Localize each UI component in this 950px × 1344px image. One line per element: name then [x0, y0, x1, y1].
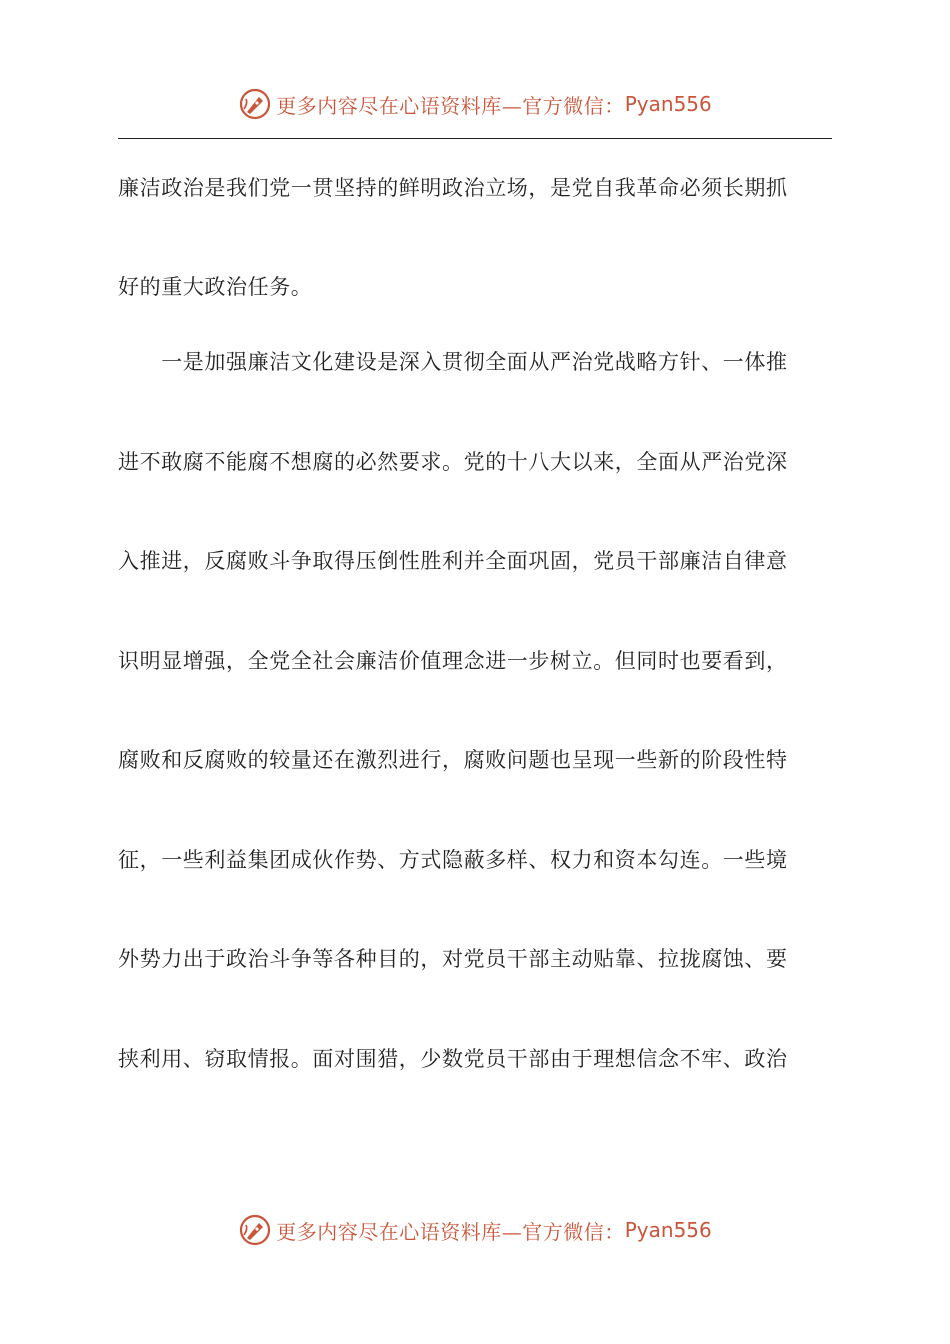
header-banner: [0, 84, 950, 124]
body-line-7: 腐败和反腐败的较量还在激烈进行，腐败问题也呈现一些新的阶段性特: [118, 748, 788, 772]
footer-text: 更多内容尽在心语资料库—官方微信：: [276, 1219, 625, 1244]
body-line-3: 一是加强廉洁文化建设是深入贯彻全面从严治党战略方针、一体推: [118, 350, 788, 374]
body-line-1: 廉洁政治是我们党一贯坚持的鲜明政治立场，是党自我革命必须长期抓: [118, 176, 788, 200]
body-line-5: 入推进，反腐败斗争取得压倒性胜利并全面巩固，党员干部廉洁自律意: [118, 549, 788, 573]
body-line-10: 挟利用、窃取情报。面对围猎，少数党员干部由于理想信念不牢、政治: [118, 1047, 788, 1071]
body-line-2: 好的重大政治任务。: [118, 275, 313, 299]
pen-nib-logo-icon: [238, 87, 272, 121]
header-divider: [118, 138, 832, 139]
header-text: 更多内容尽在心语资料库—官方微信：: [276, 93, 625, 118]
footer-banner: [0, 1210, 950, 1250]
footer-wechat-id: Pyan556: [624, 1218, 712, 1242]
pen-nib-logo-icon: [238, 1213, 272, 1247]
header-wechat-id: Pyan556: [624, 92, 712, 116]
body-line-6: 识明显增强，全党全社会廉洁价值理念进一步树立。但同时也要看到，: [118, 649, 788, 673]
body-line-4: 进不敢腐不能腐不想腐的必然要求。党的十八大以来，全面从严治党深: [118, 450, 788, 474]
body-line-8: 征，一些利益集团成伙作势、方式隐蔽多样、权力和资本勾连。一些境: [118, 848, 788, 872]
body-line-9: 外势力出于政治斗争等各种目的，对党员干部主动贴靠、拉拢腐蚀、要: [118, 947, 788, 971]
